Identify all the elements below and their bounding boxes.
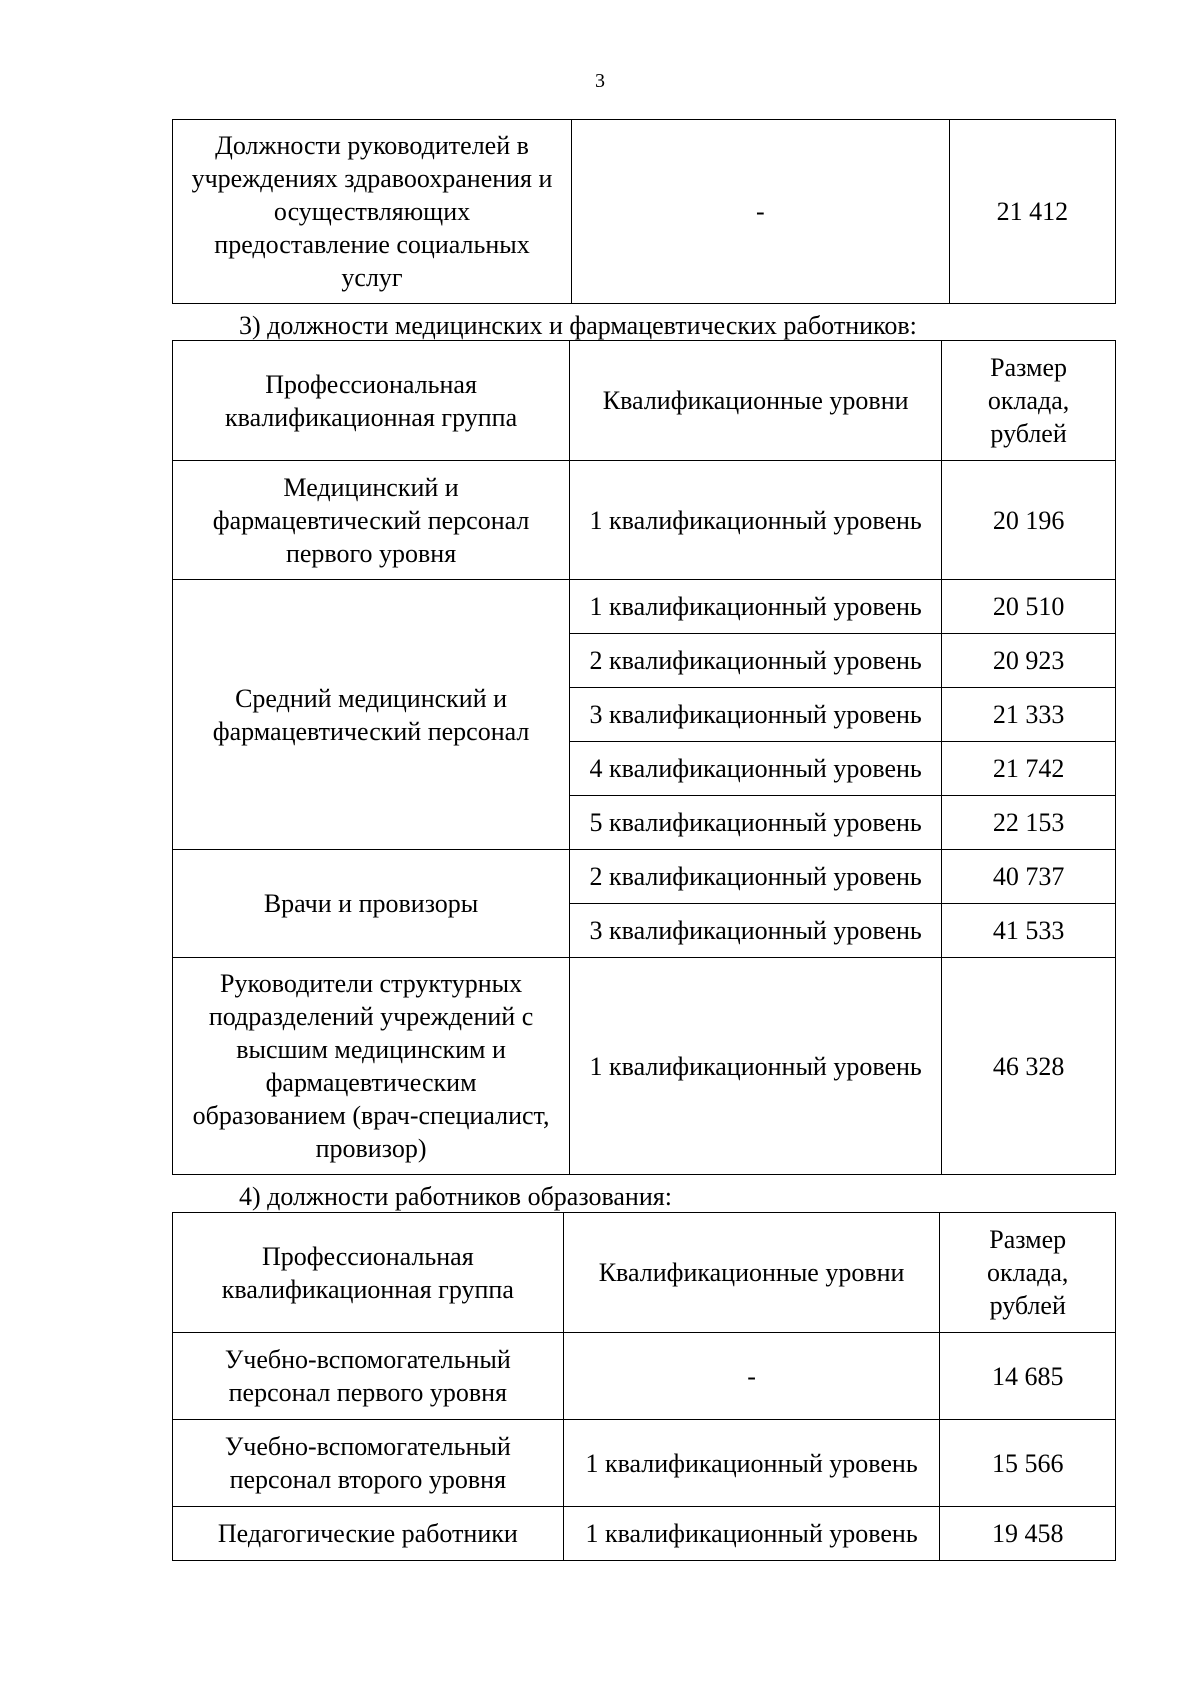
group-cell: Медицинский и фармацевтический персонал первого уровня [173,461,570,580]
header-levels: Квалификационные уровни [570,341,942,461]
level-cell: 1 квалификационный уровень [570,580,942,634]
salary-cell: 40 737 [942,850,1116,904]
level-cell: 1 квалификационный уровень [570,461,942,580]
salary-cell: 41 533 [942,904,1116,958]
level-cell: 3 квалификационный уровень [570,688,942,742]
level-cell: - [572,120,950,304]
table-row [173,580,1116,634]
table-education-positions [172,1212,1116,1561]
salary-cell: 20 510 [942,580,1116,634]
group-text: Должности руководителей в учреждениях здравоохранения и осуществляющих предоставление социальных услуг [191,131,553,292]
header-levels: Квалификационные уровни [563,1213,940,1333]
level-cell: 4 квалификационный уровень [570,742,942,796]
table-executive-positions [172,119,1116,304]
group-cell: Педагогические работники [173,1507,564,1561]
salary-cell: 19 458 [940,1507,1116,1561]
table-row [173,1333,1116,1420]
header-salary: Размер оклада, рублей [942,341,1116,461]
table-medical-positions [172,340,1116,1175]
header-group: Профессиональная квалификационная группа [173,341,570,461]
header-salary: Размер оклада, рублей [940,1213,1116,1333]
group-cell: Учебно-вспомогательный персонал второго уровня [173,1420,564,1507]
level-cell: 2 квалификационный уровень [570,634,942,688]
level-cell: 3 квалификационный уровень [570,904,942,958]
salary-cell: 20 923 [942,634,1116,688]
group-cell: Врачи и провизоры [173,850,570,958]
table-row [173,1420,1116,1507]
level-cell: 2 квалификационный уровень [570,850,942,904]
table-row [173,1507,1116,1561]
table-header-row [173,1213,1116,1333]
salary-cell: 22 153 [942,796,1116,850]
salary-cell: 46 328 [942,958,1116,1175]
table-row [173,958,1116,1175]
group-cell: Руководители структурных подразделений учреждений с высшим медицинским и фармацевтическим образованием (врач-специалист, провизор) [173,958,570,1175]
group-cell: Средний медицинский и фармацевтический персонал [173,580,570,850]
table-row [173,461,1116,580]
section-4-caption: 4) должности работников образования: [239,1182,672,1211]
salary-cell: 15 566 [940,1420,1116,1507]
header-group: Профессиональная квалификационная группа [173,1213,564,1333]
level-cell: - [563,1333,940,1420]
salary-cell: 21 333 [942,688,1116,742]
group-cell: Учебно-вспомогательный персонал первого уровня [173,1333,564,1420]
level-cell: 1 квалификационный уровень [570,958,942,1175]
salary-cell: 21 742 [942,742,1116,796]
salary-cell: 20 196 [942,461,1116,580]
salary-cell: 14 685 [940,1333,1116,1420]
level-cell: 5 квалификационный уровень [570,796,942,850]
page-number: 3 [595,70,605,92]
table-header-row [173,341,1116,461]
level-cell: 1 квалификационный уровень [563,1507,940,1561]
section-3-caption: 3) должности медицинских и фармацевтических работников: [239,311,917,340]
table-row [173,850,1116,904]
level-cell: 1 квалификационный уровень [563,1420,940,1507]
salary-cell: 21 412 [949,120,1115,304]
group-cell [173,120,572,304]
table-row [173,120,1116,304]
